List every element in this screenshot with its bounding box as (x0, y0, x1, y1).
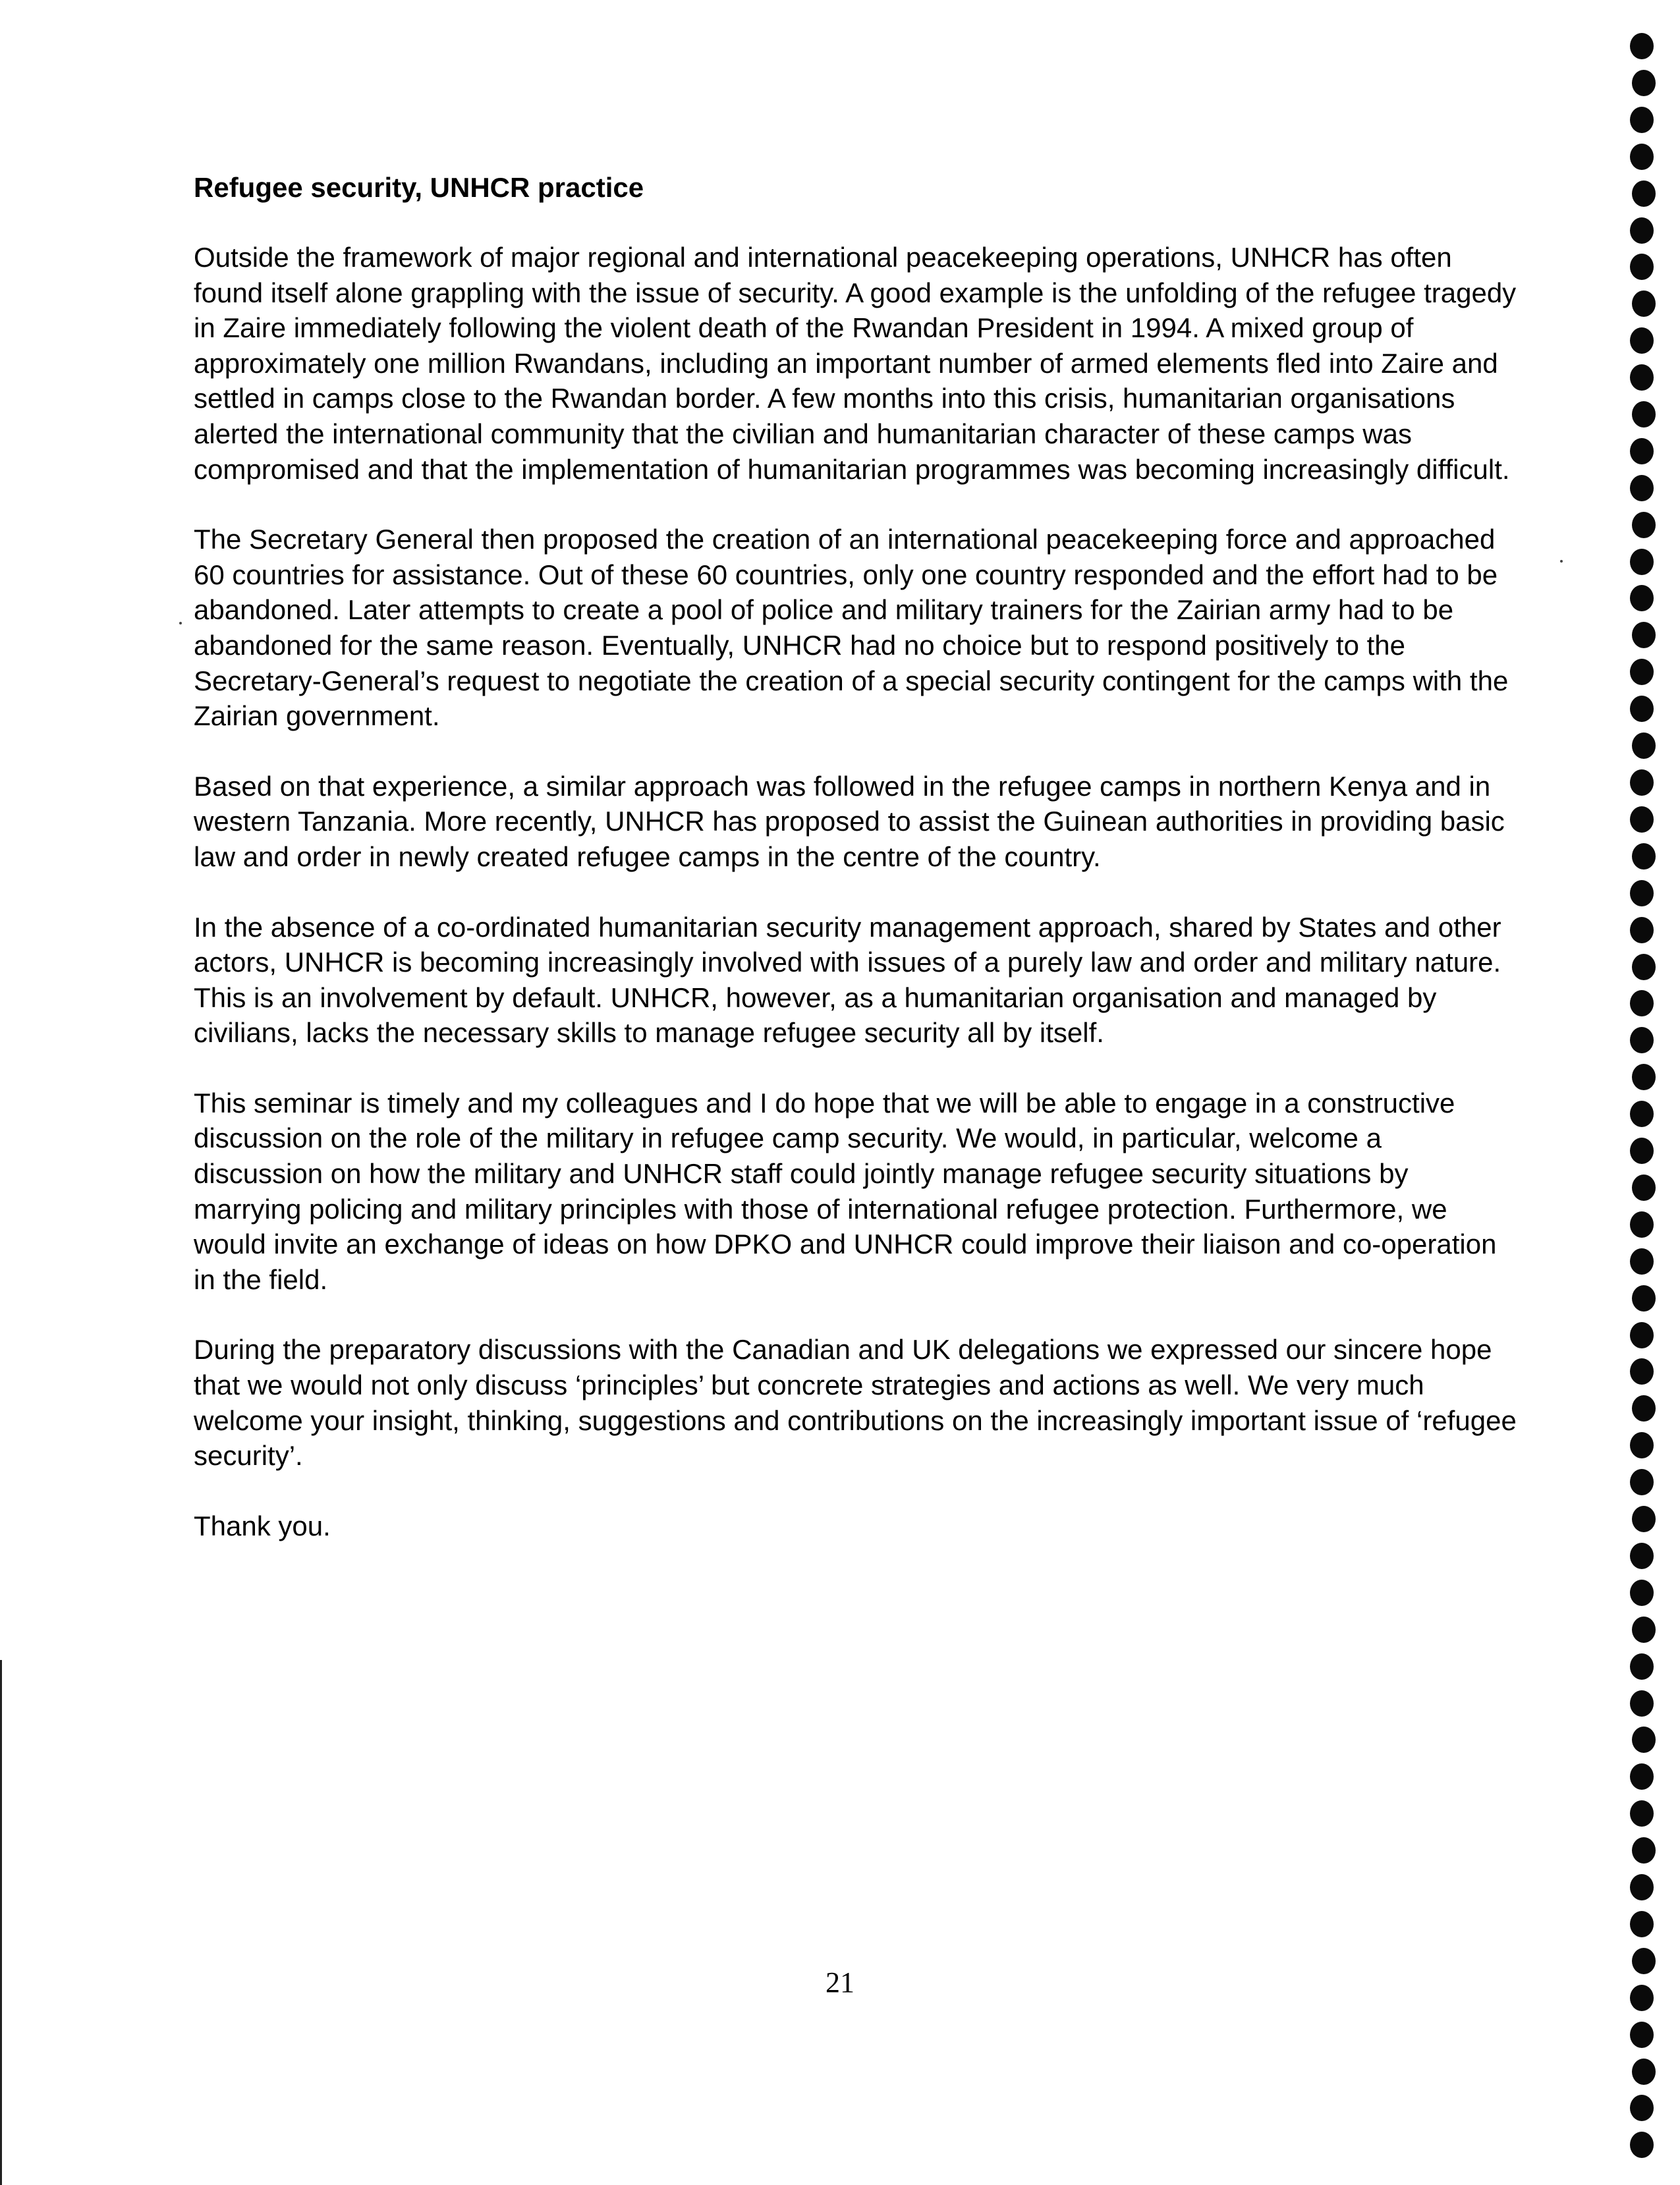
binding-hole (1630, 1432, 1654, 1458)
binding-hole (1632, 954, 1656, 980)
binding-hole (1630, 475, 1654, 501)
scan-speck (1560, 560, 1563, 563)
binding-hole (1632, 1837, 1656, 1864)
binding-hole (1630, 217, 1654, 244)
document-body (194, 170, 1518, 1543)
binding-hole (1630, 1653, 1654, 1680)
binding-hole (1632, 1948, 1656, 1974)
binding-hole (1630, 880, 1654, 906)
binding-hole (1632, 512, 1656, 538)
paragraph-2: The Secretary General then proposed the creation of an international peacekeeping force and approached 60 countries for assistance. Out of these 60 countries, only one country responded and the effort had to be abandoned. Later attempts to create a pool of police and military trainers for the Zairian army had to be abandoned for the same reason. Eventually, UNHCR had no choice but to respond positively to the Secretary-General’s request to negotiate the creation of a special security contingent for the camps with the Zairian government. (194, 524, 1509, 732)
binding-hole (1630, 1874, 1654, 1900)
binding-hole (1632, 1285, 1656, 1312)
scan-speck (179, 622, 182, 624)
binding-hole (1630, 1211, 1654, 1238)
binding-hole (1630, 1027, 1654, 1053)
binding-hole (1630, 1911, 1654, 1937)
binding-hole (1632, 1727, 1656, 1753)
binding-hole (1632, 843, 1656, 870)
binding-hole (1630, 806, 1654, 833)
binding-hole (1630, 990, 1654, 1016)
binding-hole (1632, 2059, 1656, 2085)
binding-hole (1630, 2022, 1654, 2048)
binding-hole (1630, 1469, 1654, 1495)
binding-hole (1630, 1580, 1654, 1606)
binding-hole (1632, 1395, 1656, 1422)
binding-hole (1630, 144, 1654, 170)
binding-hole (1630, 107, 1654, 133)
binding-hole (1630, 254, 1654, 280)
section-heading: Refugee security, UNHCR practice (194, 172, 644, 203)
binding-hole (1630, 438, 1654, 464)
binding-hole (1630, 769, 1654, 796)
binding-hole (1630, 1358, 1654, 1385)
binding-hole (1630, 1690, 1654, 1717)
binding-hole (1630, 364, 1654, 391)
binding-hole (1630, 327, 1654, 354)
binding-hole (1630, 2132, 1654, 2158)
paragraph-5: This seminar is timely and my colleagues and I do hope that we will be able to engage in a constructive discussion on the role of the military in refugee camp security. We would, in particular, welcome a discussion on how the military and UNHCR staff could jointly manage refugee security situations by marrying policing and military principles with those of international refugee protection. Furthermore, we would invite an exchange of ideas on how DPKO and UNHCR could improve their liaison and co-operation in the field. (194, 1087, 1497, 1295)
binding-hole (1632, 1506, 1656, 1532)
binding-hole (1630, 917, 1654, 943)
binding-hole (1630, 659, 1654, 685)
binding-hole (1632, 290, 1656, 317)
paragraph-3: Based on that experience, a similar approach was followed in the refugee camps in northern Kenya and in western Tanzania. More recently, UNHCR has proposed to assist the Guinean authorities in providing basic law and order in newly created refugee camps in the centre of the country. (194, 770, 1505, 872)
binding-hole (1632, 1617, 1656, 1643)
binding-hole (1630, 1322, 1654, 1348)
binding-hole (1632, 401, 1656, 428)
spiral-binding-holes (1625, 0, 1680, 2185)
binding-hole (1630, 585, 1654, 611)
binding-hole (1632, 622, 1656, 648)
scan-edge-artifact (0, 1660, 2, 2185)
binding-hole (1630, 1101, 1654, 1127)
binding-hole (1630, 33, 1654, 59)
binding-hole (1632, 1064, 1656, 1090)
binding-hole (1632, 180, 1656, 207)
closing-line: Thank you. (194, 1510, 331, 1541)
binding-hole (1630, 1800, 1654, 1827)
binding-hole (1630, 1248, 1654, 1275)
binding-hole (1630, 549, 1654, 575)
binding-hole (1632, 733, 1656, 759)
paragraph-1: Outside the framework of major regional and international peacekeeping operations, UNHCR has often found itself alone grappling with the issue of security. A good example is the unfolding of the refugee tragedy in Zaire immediately following the violent death of the Rwandan President in 1994. A mixed group of approximately one million Rwandans, including an important number of armed elements fled into Zaire and settled in camps close to the Rwandan border. A few months into this crisis, humanitarian organisations alerted the international community that the civilian and humanitarian character of these camps was compromised and that the implementation of humanitarian programmes was becoming increasingly difficult. (194, 242, 1517, 485)
binding-hole (1632, 1175, 1656, 1201)
binding-hole (1630, 1543, 1654, 1569)
paragraph-6: During the preparatory discussions with the Canadian and UK delegations we expressed our sincere hope that we would not only discuss ‘principles’ but concrete strategies and actions as well. We very much welcome your insight, thinking, suggestions and contributions on the increasingly important issue of ‘refugee security’. (194, 1334, 1517, 1472)
binding-hole (1632, 70, 1656, 96)
binding-hole (1630, 1985, 1654, 2011)
binding-hole (1630, 2095, 1654, 2121)
binding-hole (1630, 1138, 1654, 1164)
binding-hole (1630, 696, 1654, 722)
paragraph-4: In the absence of a co-ordinated humanitarian security management approach, shared by States and other actors, UNHCR is becoming increasingly involved with issues of a purely law and order and military nature. This is an involvement by default. UNHCR, however, as a humanitarian organisation and managed by civilians, lacks the necessary skills to manage refugee security all by itself. (194, 911, 1501, 1049)
binding-hole (1630, 1763, 1654, 1790)
page-number: 21 (826, 1966, 854, 1999)
